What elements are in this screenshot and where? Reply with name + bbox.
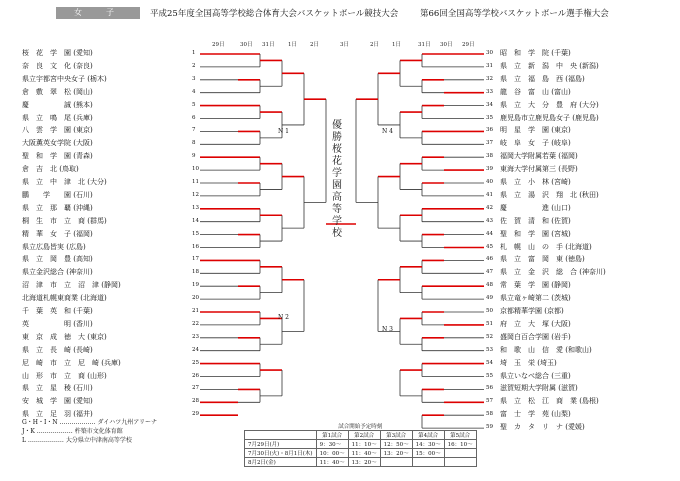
team-entry: 県 立 那 覇 (沖縄)	[22, 203, 93, 212]
team-number: 46	[486, 256, 493, 263]
team-entry: 常 葉 学 園 (静岡)	[500, 281, 571, 290]
title-left: 平成25年度全国高等学校総合体育大会バスケットボール競技大会	[150, 9, 399, 19]
round-n2-label: N 2	[278, 314, 289, 321]
team-number: 54	[486, 359, 493, 366]
team-entry: 昭 和 学 院 (千葉)	[500, 49, 571, 57]
team-number: 26	[192, 372, 199, 379]
team-number: 56	[486, 385, 493, 392]
team-number: 27	[192, 385, 199, 392]
team-number: 47	[486, 269, 493, 276]
day-header: 1日	[392, 42, 401, 48]
team-entry: 札 幌 山 の 手 (北海道)	[500, 242, 592, 251]
team-entry: 安 城 学 園 (愛知)	[22, 397, 93, 406]
team-number: 24	[192, 346, 199, 353]
team-number: 2	[192, 62, 196, 69]
team-number: 15	[192, 230, 199, 237]
team-entry: 県 立 大 分 豊 府 (大分)	[500, 100, 599, 109]
schedule-row: 8月2日(金) 11：40〜 13：20〜	[245, 458, 477, 467]
day-header: 30日	[440, 42, 453, 48]
team-number: 5	[192, 101, 196, 108]
team-number: 20	[192, 295, 199, 302]
legend-row: G・H・I・N ……………… ダイハツ九州アリーナ	[22, 419, 158, 426]
team-entry: 桜 花 学 園 (愛知)	[22, 49, 93, 57]
team-entry: 滋賀短期大学附属 (滋賀)	[500, 384, 578, 393]
team-number: 34	[486, 101, 493, 108]
team-number: 57	[486, 398, 493, 405]
day-header: 31日	[418, 42, 431, 48]
team-entry: 岐 阜 女 子 (岐阜)	[500, 139, 571, 148]
team-number: 41	[486, 191, 493, 198]
day-header: 31日	[262, 42, 275, 48]
legend-row: L ……………… 大分県立中津南高等学校	[22, 437, 132, 444]
team-number: 18	[192, 269, 199, 276]
team-number: 12	[192, 191, 199, 198]
team-number: 49	[486, 295, 493, 302]
team-entry: 鹿児島市立鹿児島女子 (鹿児島)	[500, 113, 599, 122]
team-entry: 東海大学付属第三 (長野)	[500, 165, 578, 174]
team-number: 28	[192, 398, 199, 405]
team-entry: 慶 誠 (熊本)	[22, 100, 93, 109]
team-number: 22	[192, 320, 199, 327]
round-n4-label: N 4	[382, 128, 393, 135]
team-entry: 和 歌 山 信 愛 (和歌山)	[500, 345, 592, 354]
team-number: 6	[192, 114, 196, 121]
schedule-table: 試合開始予定時刻 第1試合 第2試合 第3試合 第4試合 第5試合 7月29日(月) 9：30〜 11：10〜 12：50〜 14：30〜 16：10〜 7月30日(火)・8月1日(木) 10：00〜 11：40〜 13：20〜 15：00〜 8月2日(金) 11：40〜 13：20〜	[244, 422, 477, 467]
team-number: 16	[192, 243, 199, 250]
team-entry: 京都精華学園 (京都)	[500, 307, 564, 315]
team-number: 21	[192, 308, 199, 314]
team-number: 17	[192, 256, 199, 263]
team-entry: 倉 敷 翠 松 (岡山)	[22, 87, 93, 96]
team-entry: 沼 津 市 立 沼 津 (静岡)	[22, 281, 121, 290]
team-number: 50	[486, 308, 493, 314]
team-number: 40	[486, 179, 493, 185]
team-entry: 県立広島皆実 (広島)	[22, 242, 86, 251]
team-number: 43	[486, 217, 493, 224]
team-entry: 富 士 学 苑 (山梨)	[500, 410, 571, 419]
section-label: 女 子	[56, 7, 140, 19]
team-number: 55	[486, 372, 493, 379]
team-entry: 鵬 学 園 (石川)	[22, 190, 93, 199]
team-entry: 県 立 富 岡 東 (徳島)	[500, 255, 585, 264]
team-number: 58	[486, 411, 493, 418]
team-number: 59	[486, 424, 493, 431]
day-header: 2日	[370, 42, 379, 48]
team-entry: 尼 崎 市 立 尼 崎 (兵庫)	[22, 358, 121, 367]
schedule-title: 試合開始予定時刻	[338, 424, 383, 430]
team-entry: 県 立 松 江 商 業 (島根)	[500, 397, 599, 406]
team-number: 9	[192, 153, 196, 160]
team-entry: 盛岡白百合学園 (岩手)	[500, 332, 571, 341]
team-entry: 県立金沢総合 (神奈川)	[22, 268, 93, 277]
day-header: 30日	[240, 42, 253, 48]
team-entry: 県 立 中 津 北 (大分)	[22, 178, 107, 186]
team-entry: 龍 谷 富 山 (富山)	[500, 87, 571, 96]
team-entry: 県 立 鳴 尾 (兵庫)	[22, 113, 93, 122]
team-number: 1	[192, 50, 196, 56]
team-number: 31	[486, 62, 493, 69]
day-header: 29日	[212, 42, 225, 48]
day-header: 1日	[288, 42, 297, 48]
team-entry: 佐 賀 清 和 (佐賀)	[500, 216, 571, 225]
team-entry: 山 形 市 立 商 (山形)	[22, 371, 107, 380]
day-header: 2日	[310, 42, 319, 48]
team-number: 10	[192, 166, 199, 173]
team-entry: 県 立 岡 豊 (高知)	[22, 255, 93, 264]
legend-row: J・K ……………… 杵築市文化体育館	[22, 428, 123, 435]
round-n3-label: N 3	[382, 326, 393, 333]
team-number: 14	[192, 217, 199, 224]
venue-legend	[22, 418, 157, 445]
team-number: 36	[486, 127, 493, 134]
team-number: 52	[486, 333, 493, 340]
team-entry: 県 立 新 潟 中 央 (新潟)	[500, 61, 599, 70]
team-number: 38	[486, 153, 493, 160]
team-number: 30	[486, 50, 493, 56]
team-entry: 県立いなべ総合 (三重)	[500, 371, 571, 380]
team-number: 8	[192, 140, 196, 147]
team-entry: 東 京 成 徳 大 (東京)	[22, 332, 107, 341]
team-entry: 県 立 長 崎 (長崎)	[22, 345, 93, 354]
team-entry: 聖 カ タ リ ナ (愛媛)	[500, 423, 585, 432]
team-number: 53	[486, 346, 493, 353]
team-entry: 県 立 足 羽 (福井)	[22, 410, 93, 419]
team-entry: 福岡大学附属若葉 (福岡)	[500, 152, 578, 161]
team-entry: 大阪薫英女学院 (大阪)	[22, 139, 93, 148]
champion-label: 優勝 桜花学園高等学校	[332, 120, 352, 239]
team-entry: 県立宇都宮中央女子 (栃木)	[22, 74, 107, 83]
team-entry: 県 立 小 林 (宮崎)	[500, 178, 571, 186]
team-number: 51	[486, 320, 493, 327]
team-number: 4	[192, 88, 196, 95]
team-number: 32	[486, 75, 493, 82]
title-right: 第66回全国高等学校バスケットボール選手権大会	[420, 9, 609, 19]
team-number: 23	[192, 333, 199, 340]
team-number: 25	[192, 359, 199, 366]
team-entry: 県 立 福 島 西 (福島)	[500, 74, 585, 83]
team-entry: 聖 和 学 園 (青森)	[22, 152, 93, 161]
team-entry: 県 立 湯 沢 翔 北 (秋田)	[500, 190, 599, 199]
team-number: 7	[192, 127, 196, 134]
team-number: 45	[486, 243, 493, 250]
team-entry: 桐 生 市 立 商 (群馬)	[22, 216, 107, 225]
team-entry: 県 立 星 稜 (石川)	[22, 384, 93, 393]
team-entry: 千 葉 英 和 (千葉)	[22, 307, 93, 315]
team-entry: 倉 吉 北 (鳥取)	[22, 165, 79, 174]
team-number: 37	[486, 140, 493, 147]
team-number: 19	[192, 282, 199, 289]
team-entry: 八 雲 学 園 (東京)	[22, 126, 93, 135]
team-number: 3	[192, 75, 196, 82]
team-entry: 慶 進 (山口)	[500, 203, 571, 212]
round-n1-label: N 1	[278, 128, 289, 135]
team-number: 42	[486, 204, 493, 211]
day-header: 29日	[462, 42, 475, 48]
team-number: 33	[486, 88, 493, 95]
team-entry: 府 立 大 塚 (大阪)	[500, 319, 571, 328]
team-number: 11	[192, 179, 199, 185]
schedule-row: 7月29日(月) 9：30〜 11：10〜 12：50〜 14：30〜 16：10〜	[245, 440, 477, 449]
team-entry: 県立竜ヶ崎第二 (茨城)	[500, 294, 571, 303]
team-number: 39	[486, 166, 493, 173]
team-entry: 聖 和 学 園 (宮城)	[500, 229, 571, 238]
team-entry: 県 立 金 沢 総 合 (神奈川)	[500, 268, 606, 277]
team-entry: 英 明 (香川)	[22, 319, 93, 328]
team-entry: 北海道札幌東商業 (北海道)	[22, 294, 107, 303]
team-entry: 埼 玉 栄 (埼玉)	[500, 358, 557, 367]
schedule-row: 7月30日(火)・8月1日(木) 10：00〜 11：40〜 13：20〜 15：00〜	[245, 449, 477, 458]
team-number: 29	[192, 411, 199, 418]
day-header: 3日	[340, 42, 349, 48]
team-number: 13	[192, 204, 199, 211]
team-entry: 奈 良 文 化 (奈良)	[22, 61, 93, 70]
team-entry: 精 華 女 子 (福岡)	[22, 229, 93, 238]
team-number: 35	[486, 114, 493, 121]
team-entry: 明 星 学 園 (東京)	[500, 126, 571, 135]
team-number: 48	[486, 282, 493, 289]
team-number: 44	[486, 230, 493, 237]
